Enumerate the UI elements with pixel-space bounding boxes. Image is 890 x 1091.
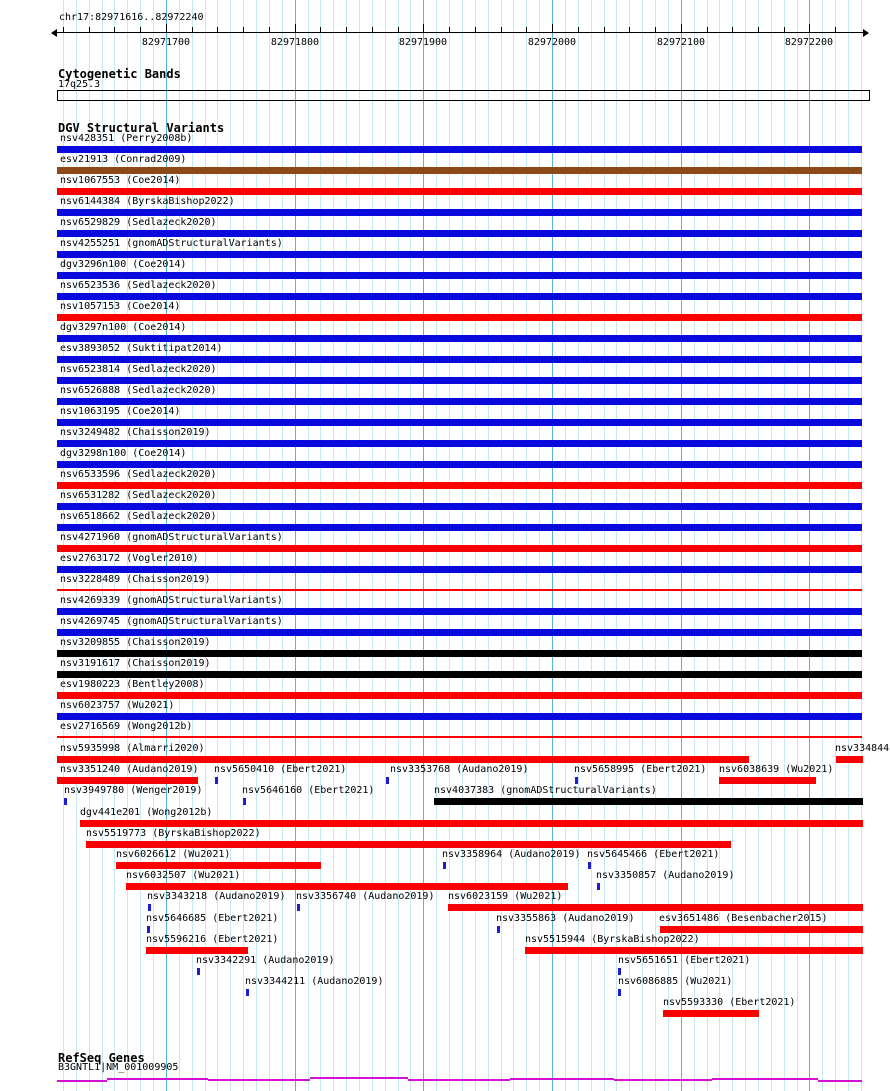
ruler-left-arrow bbox=[51, 29, 57, 37]
gene-intron-segment bbox=[107, 1078, 208, 1080]
variant-label[interactable]: nsv6086885 (Wu2021) bbox=[618, 976, 733, 987]
variant-bar[interactable] bbox=[57, 608, 862, 615]
variant-bar[interactable] bbox=[57, 777, 198, 784]
variant-label[interactable]: nsv6518662 (Sedlazeck2020) bbox=[60, 511, 217, 522]
ruler-tick-label: 82971700 bbox=[141, 37, 191, 48]
variant-label[interactable]: nsv6026612 (Wu2021) bbox=[116, 849, 231, 860]
variant-label[interactable]: nsv3343218 (Audano2019) bbox=[147, 891, 286, 902]
variant-bar[interactable] bbox=[57, 377, 862, 384]
ruler-tick bbox=[758, 27, 759, 32]
variant-label[interactable]: esv2763172 (Vogler2010) bbox=[60, 553, 199, 564]
variant-tick[interactable] bbox=[215, 777, 218, 784]
ruler-tick bbox=[707, 27, 708, 32]
ruler-tick bbox=[320, 27, 321, 32]
variant-tick[interactable] bbox=[618, 989, 621, 996]
variant-bar[interactable] bbox=[57, 167, 862, 174]
cytoband-glyph[interactable] bbox=[57, 90, 870, 101]
cytoband-section-title: Cytogenetic Bands bbox=[58, 67, 181, 81]
ruler-major-tick bbox=[809, 24, 810, 32]
variant-bar[interactable] bbox=[57, 209, 862, 216]
variant-tick[interactable] bbox=[197, 968, 200, 975]
variant-bar[interactable] bbox=[660, 926, 863, 933]
variant-label[interactable]: nsv4037383 (gnomADStructuralVariants) bbox=[434, 785, 657, 796]
variant-bar[interactable] bbox=[80, 820, 863, 827]
variant-bar[interactable] bbox=[146, 947, 248, 954]
variant-label[interactable]: nsv5935998 (Almarri2020) bbox=[60, 743, 205, 754]
variant-label[interactable]: nsv5650410 (Ebert2021) bbox=[214, 764, 347, 775]
variant-tick[interactable] bbox=[147, 926, 150, 933]
variant-bar[interactable] bbox=[86, 841, 731, 848]
variant-bar[interactable] bbox=[57, 146, 862, 153]
variant-bar[interactable] bbox=[116, 862, 321, 869]
dgv-section-title: DGV Structural Variants bbox=[58, 121, 225, 135]
variant-bar[interactable] bbox=[57, 230, 862, 237]
ruler-tick bbox=[655, 27, 656, 32]
variant-bar[interactable] bbox=[57, 713, 862, 720]
ruler-tick bbox=[578, 27, 579, 32]
variant-label[interactable]: nsv3249482 (Chaisson2019) bbox=[60, 427, 211, 438]
gene-name: B3GNTL1|NM_001009905 bbox=[58, 1062, 179, 1073]
variant-bar[interactable] bbox=[57, 629, 862, 636]
variant-label[interactable]: nsv6523536 (Sedlazeck2020) bbox=[60, 280, 217, 291]
ruler-tick bbox=[372, 27, 373, 32]
variant-bar[interactable] bbox=[57, 272, 862, 279]
gene-intron-segment bbox=[408, 1079, 510, 1081]
ruler-major-tick bbox=[166, 24, 167, 32]
gene-intron-segment bbox=[310, 1077, 408, 1079]
ruler-tick-label: 82971900 bbox=[398, 37, 448, 48]
variant-bar[interactable] bbox=[448, 904, 863, 911]
ruler-tick-label: 82972200 bbox=[784, 37, 834, 48]
ruler-tick bbox=[398, 27, 399, 32]
variant-tick[interactable] bbox=[588, 862, 591, 869]
ruler-tick bbox=[269, 27, 270, 32]
variant-label[interactable]: nsv6023159 (Wu2021) bbox=[448, 891, 563, 902]
variant-bar[interactable] bbox=[126, 883, 568, 890]
variant-bar[interactable] bbox=[525, 947, 863, 954]
variant-label[interactable]: nsv3209855 (Chaisson2019) bbox=[60, 637, 211, 648]
variant-label[interactable]: nsv1067553 (Coe2014) bbox=[60, 175, 181, 186]
ruler-tick bbox=[243, 27, 244, 32]
variant-bar[interactable] bbox=[57, 398, 862, 405]
variant-label[interactable]: nsv3342291 (Audano2019) bbox=[196, 955, 335, 966]
variant-bar[interactable] bbox=[57, 335, 862, 342]
variant-tick[interactable] bbox=[597, 883, 600, 890]
variant-bar[interactable] bbox=[57, 692, 862, 699]
variant-label[interactable]: nsv334844 bbox=[835, 743, 890, 754]
variant-label[interactable]: nsv5645466 (Ebert2021) bbox=[587, 849, 720, 860]
variant-label[interactable]: esv21913 (Conrad2009) bbox=[60, 154, 187, 165]
variant-label[interactable]: esv3893052 (Suktitipat2014) bbox=[60, 343, 223, 354]
variant-label[interactable]: nsv3949780 (Wenger2019) bbox=[64, 785, 203, 796]
ruler-tick bbox=[192, 27, 193, 32]
variant-label[interactable]: nsv5646160 (Ebert2021) bbox=[242, 785, 375, 796]
variant-label[interactable]: nsv3350857 (Audano2019) bbox=[596, 870, 735, 881]
variant-label[interactable]: nsv4271960 (gnomADStructuralVariants) bbox=[60, 532, 283, 543]
variant-label[interactable]: nsv4255251 (gnomADStructuralVariants) bbox=[60, 238, 283, 249]
variant-tick[interactable] bbox=[443, 862, 446, 869]
gene-intron-segment bbox=[208, 1079, 310, 1081]
variant-tick[interactable] bbox=[246, 989, 249, 996]
variant-bar[interactable] bbox=[57, 524, 862, 531]
ruler-tick-label: 82972100 bbox=[656, 37, 706, 48]
variant-bar[interactable] bbox=[57, 251, 862, 258]
ruler-tick bbox=[217, 27, 218, 32]
variant-tick[interactable] bbox=[64, 798, 67, 805]
gene-intron-segment bbox=[818, 1080, 862, 1082]
variant-bar[interactable] bbox=[719, 777, 816, 784]
ruler-tick bbox=[501, 27, 502, 32]
variant-bar[interactable] bbox=[57, 650, 862, 657]
ruler-major-tick bbox=[681, 24, 682, 32]
variant-label[interactable]: nsv5596216 (Ebert2021) bbox=[146, 934, 279, 945]
variant-label[interactable]: nsv6032507 (Wu2021) bbox=[126, 870, 241, 881]
variant-label[interactable]: nsv3356740 (Audano2019) bbox=[296, 891, 435, 902]
variant-label[interactable]: nsv4269339 (gnomADStructuralVariants) bbox=[60, 595, 283, 606]
ruler-tick bbox=[732, 27, 733, 32]
variant-line[interactable] bbox=[57, 589, 862, 591]
ruler-right-arrow bbox=[863, 29, 869, 37]
variant-line[interactable] bbox=[57, 736, 862, 738]
ruler-major-tick bbox=[295, 24, 296, 32]
variant-label[interactable]: nsv5646685 (Ebert2021) bbox=[146, 913, 279, 924]
variant-bar[interactable] bbox=[57, 356, 862, 363]
variant-label[interactable]: nsv6533596 (Sedlazeck2020) bbox=[60, 469, 217, 480]
variant-bar[interactable] bbox=[57, 671, 862, 678]
variant-tick[interactable] bbox=[243, 798, 246, 805]
ruler-tick-label: 82972000 bbox=[527, 37, 577, 48]
variant-label[interactable]: nsv6526888 (Sedlazeck2020) bbox=[60, 385, 217, 396]
variant-label[interactable]: dgv3298n100 (Coe2014) bbox=[60, 448, 187, 459]
variant-bar[interactable] bbox=[57, 188, 862, 195]
variant-label[interactable]: nsv3191617 (Chaisson2019) bbox=[60, 658, 211, 669]
variant-label[interactable]: nsv6038639 (Wu2021) bbox=[719, 764, 834, 775]
variant-label[interactable]: nsv3228489 (Chaisson2019) bbox=[60, 574, 211, 585]
variant-tick[interactable] bbox=[386, 777, 389, 784]
variant-label[interactable]: nsv3355863 (Audano2019) bbox=[496, 913, 635, 924]
ruler-tick bbox=[346, 27, 347, 32]
variant-tick[interactable] bbox=[575, 777, 578, 784]
variant-tick[interactable] bbox=[148, 904, 151, 911]
variant-label[interactable]: nsv5515944 (ByrskaBishop2022) bbox=[525, 934, 700, 945]
variant-bar[interactable] bbox=[836, 756, 863, 763]
gene-intron-segment bbox=[57, 1080, 107, 1082]
variant-bar[interactable] bbox=[57, 503, 862, 510]
variant-bar[interactable] bbox=[57, 461, 862, 468]
ruler-tick-label: 82971800 bbox=[270, 37, 320, 48]
variant-label[interactable]: esv2716569 (Wong2012b) bbox=[60, 721, 193, 732]
gene-intron-segment bbox=[614, 1079, 712, 1081]
variant-tick[interactable] bbox=[497, 926, 500, 933]
gene-intron-segment bbox=[510, 1078, 614, 1080]
ruler-major-tick bbox=[423, 24, 424, 32]
variant-label[interactable]: nsv6531282 (Sedlazeck2020) bbox=[60, 490, 217, 501]
variant-tick[interactable] bbox=[618, 968, 621, 975]
variant-label[interactable]: nsv5651651 (Ebert2021) bbox=[618, 955, 751, 966]
ruler-tick bbox=[475, 27, 476, 32]
variant-bar[interactable] bbox=[57, 419, 862, 426]
variant-label[interactable]: esv3651486 (Besenbacher2015) bbox=[659, 913, 828, 924]
variant-label[interactable]: nsv3358964 (Audano2019) bbox=[442, 849, 581, 860]
variant-bar[interactable] bbox=[57, 440, 862, 447]
variant-tick[interactable] bbox=[297, 904, 300, 911]
ruler-tick bbox=[526, 27, 527, 32]
variant-label[interactable]: nsv5658995 (Ebert2021) bbox=[574, 764, 707, 775]
ruler-major-tick bbox=[552, 24, 553, 32]
ruler-line bbox=[57, 32, 863, 33]
variant-label[interactable]: nsv6023757 (Wu2021) bbox=[60, 700, 175, 711]
variant-label[interactable]: nsv3344211 (Audano2019) bbox=[245, 976, 384, 987]
variant-label[interactable]: esv1980223 (Bentley2008) bbox=[60, 679, 205, 690]
variant-label[interactable]: nsv6529829 (Sedlazeck2020) bbox=[60, 217, 217, 228]
variant-bar[interactable] bbox=[57, 566, 862, 573]
variant-label[interactable]: nsv1057153 (Coe2014) bbox=[60, 301, 181, 312]
cytoband-name: 17q25.3 bbox=[58, 79, 101, 90]
ruler-tick bbox=[63, 27, 64, 32]
variant-bar[interactable] bbox=[57, 482, 862, 489]
ruler-tick bbox=[604, 27, 605, 32]
variant-bar[interactable] bbox=[57, 293, 862, 300]
variant-label[interactable]: nsv5519773 (ByrskaBishop2022) bbox=[86, 828, 261, 839]
variant-bar[interactable] bbox=[663, 1010, 759, 1017]
variant-label[interactable]: nsv6144384 (ByrskaBishop2022) bbox=[60, 196, 235, 207]
ruler-tick bbox=[629, 27, 630, 32]
variant-label[interactable]: dgv3296n100 (Coe2014) bbox=[60, 259, 187, 270]
ruler-tick bbox=[449, 27, 450, 32]
refseq-section-title: RefSeq Genes bbox=[58, 1051, 145, 1065]
region-title: chr17:82971616..82972240 bbox=[59, 12, 204, 23]
variant-label[interactable]: nsv428351 (Perry2008b) bbox=[60, 133, 193, 144]
variant-label[interactable]: dgv441e201 (Wong2012b) bbox=[80, 807, 213, 818]
variant-bar[interactable] bbox=[57, 314, 862, 321]
variant-label[interactable]: dgv3297n100 (Coe2014) bbox=[60, 322, 187, 333]
ruler-tick bbox=[114, 27, 115, 32]
variant-label[interactable]: nsv5593330 (Ebert2021) bbox=[663, 997, 796, 1008]
variant-label[interactable]: nsv4269745 (gnomADStructuralVariants) bbox=[60, 616, 283, 627]
gene-intron-segment bbox=[712, 1078, 818, 1080]
ruler-tick bbox=[784, 27, 785, 32]
ruler-tick bbox=[89, 27, 90, 32]
variant-label[interactable]: nsv3351240 (Audano2019) bbox=[60, 764, 199, 775]
ruler-tick bbox=[140, 27, 141, 32]
variant-label[interactable]: nsv6523814 (Sedlazeck2020) bbox=[60, 364, 217, 375]
variant-label[interactable]: nsv1063195 (Coe2014) bbox=[60, 406, 181, 417]
variant-bar[interactable] bbox=[57, 545, 862, 552]
variant-bar[interactable] bbox=[434, 798, 863, 805]
variant-label[interactable]: nsv3353768 (Audano2019) bbox=[390, 764, 529, 775]
ruler-tick bbox=[835, 27, 836, 32]
variant-bar[interactable] bbox=[57, 756, 749, 763]
